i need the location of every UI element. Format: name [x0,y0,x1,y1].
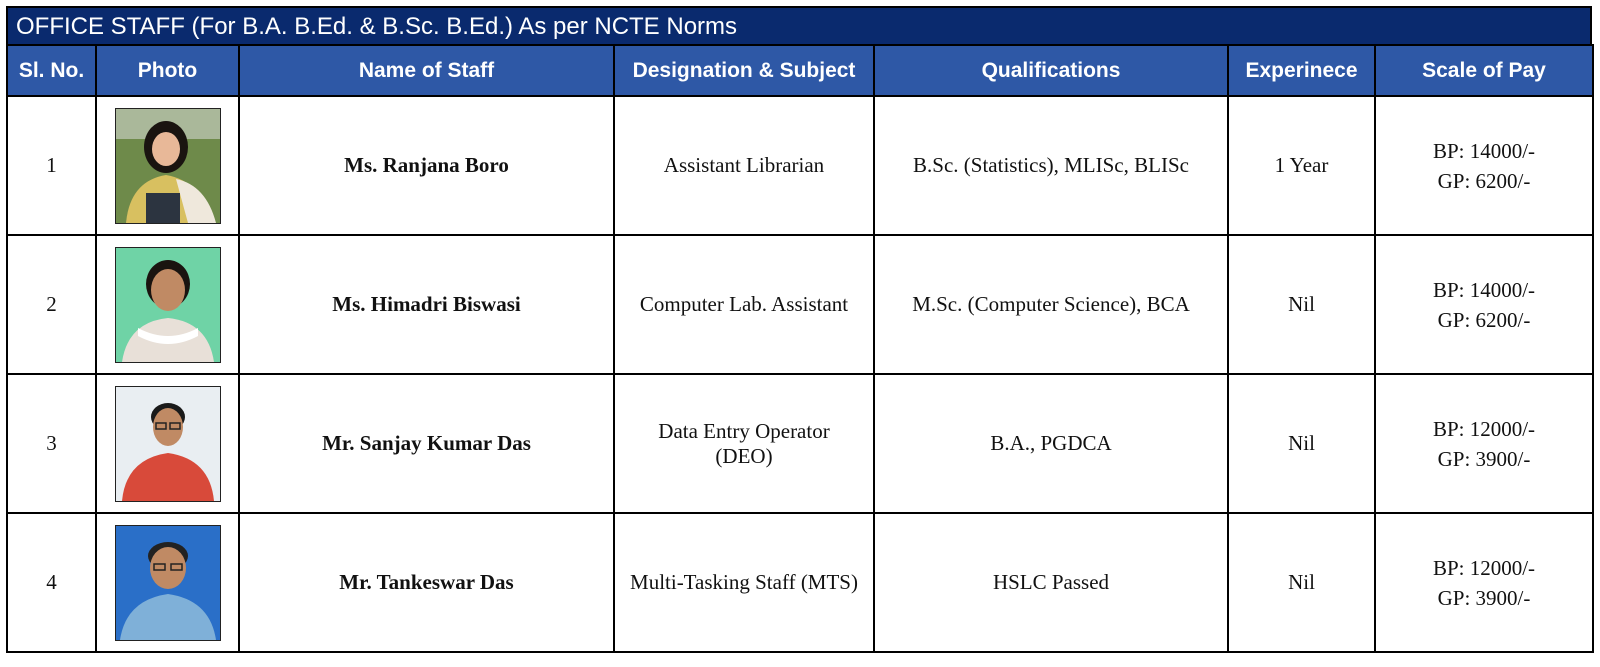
scale-of-pay-cell [1375,374,1593,513]
column-header-qualifications: Qualifications [874,45,1228,96]
photo-cell [96,235,239,374]
photo-cell [96,513,239,652]
scale-of-pay-cell [1375,235,1593,374]
staff-photo-icon [115,247,221,363]
qualifications-cell: HSLC Passed [874,513,1228,652]
grade-pay: GP: 6200/- [1437,307,1531,332]
sl-no-cell: 3 [7,374,96,513]
designation-line: Data Entry Operator [658,418,830,443]
grade-pay: GP: 3900/- [1437,446,1531,471]
experience-cell: Nil [1228,374,1375,513]
designation-cell: Multi-Tasking Staff (MTS) [614,513,874,652]
table-row [7,513,1593,652]
table-row [7,235,1593,374]
staff-photo-icon [115,525,221,641]
basic-pay: BP: 12000/- [1432,416,1536,441]
column-header-designation: Designation & Subject [614,45,874,96]
designation-cell: Computer Lab. Assistant [614,235,874,374]
grade-pay: GP: 6200/- [1437,168,1531,193]
column-header-experience: Experinece [1228,45,1375,96]
staff-photo-icon [115,386,221,502]
staff-photo-icon [115,108,221,224]
column-header-sl-no: Sl. No. [7,45,96,96]
staff-name-cell: Ms. Himadri Biswasi [239,235,614,374]
column-header-scale-of-pay: Scale of Pay [1375,45,1593,96]
qualifications-cell: B.Sc. (Statistics), MLISc, BLISc [874,96,1228,235]
experience-cell: Nil [1228,513,1375,652]
page-title: OFFICE STAFF (For B.A. B.Ed. & B.Sc. B.Ed.) As per NCTE Norms [6,6,1592,44]
table-header-row [7,45,1593,96]
photo-cell [96,374,239,513]
scale-of-pay-cell [1375,96,1593,235]
column-header-photo: Photo [96,45,239,96]
staff-name-cell: Ms. Ranjana Boro [239,96,614,235]
experience-cell: Nil [1228,235,1375,374]
column-header-name: Name of Staff [239,45,614,96]
staff-table [6,44,1594,653]
qualifications-cell: B.A., PGDCA [874,374,1228,513]
experience-cell: 1 Year [1228,96,1375,235]
sl-no-cell: 4 [7,513,96,652]
sl-no-cell: 1 [7,96,96,235]
staff-name-cell: Mr. Tankeswar Das [239,513,614,652]
staff-name-cell: Mr. Sanjay Kumar Das [239,374,614,513]
table-row [7,96,1593,235]
designation-cell: Assistant Librarian [614,96,874,235]
sl-no-cell: 2 [7,235,96,374]
grade-pay: GP: 3900/- [1437,585,1531,610]
scale-of-pay-cell [1375,513,1593,652]
qualifications-cell: M.Sc. (Computer Science), BCA [874,235,1228,374]
basic-pay: BP: 14000/- [1432,277,1536,302]
table-row [7,374,1593,513]
photo-cell [96,96,239,235]
designation-cell [614,374,874,513]
basic-pay: BP: 14000/- [1432,138,1536,163]
designation-line: (DEO) [715,443,773,468]
basic-pay: BP: 12000/- [1432,555,1536,580]
